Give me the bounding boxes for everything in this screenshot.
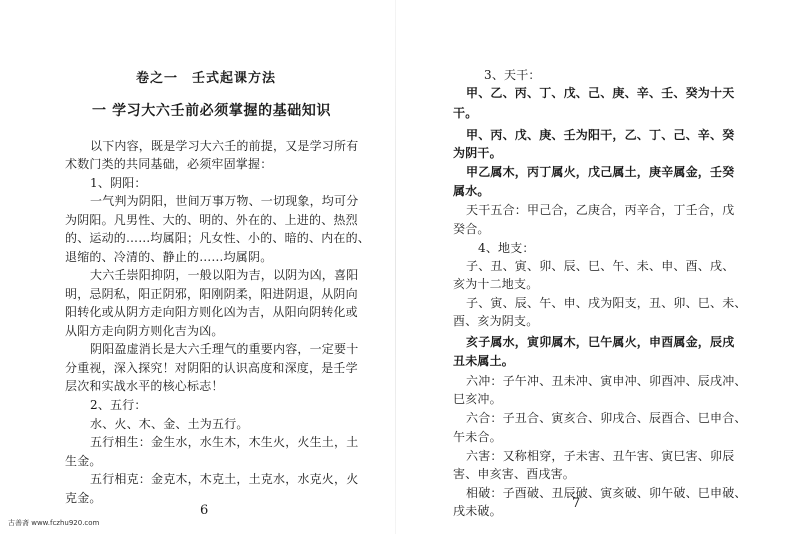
- paragraph-line: 一气判为阴阳，世间万事万物、一切现象，均可分: [90, 194, 359, 208]
- paragraph-line: 1、阴阳：: [90, 176, 147, 190]
- paragraph-line: 丑未属土。: [453, 354, 515, 368]
- paragraph-line: 甲、乙、丙、丁、戊、己、庚、辛、壬、癸为十天: [466, 86, 735, 100]
- paragraph-line: 巳亥冲。: [453, 392, 502, 406]
- paragraph-line: 分重视，深入探究！对阴阳的认识高度和深度，是壬学: [65, 361, 358, 375]
- paragraph-line: 2、五行：: [90, 398, 147, 412]
- paragraph-line: 亥子属水，寅卯属木，巳午属火，申酉属金，辰戌: [466, 335, 735, 349]
- watermark-text: 古善斋 www.fczhu920.com: [8, 519, 100, 527]
- paragraph-line: 甲、丙、戊、庚、壬为阳干，乙、丁、己、辛、癸: [466, 128, 735, 142]
- paragraph-line: 五行相克：金克木，木克土，土克水，水克火，火: [90, 472, 359, 486]
- paragraph-line: 六冲：子午冲、丑未冲、寅申冲、卯酉冲、辰戌冲、: [466, 374, 747, 388]
- chapter-title: 卷之一 壬式起课方法: [136, 71, 277, 86]
- paragraph-line: 为阴阳。凡男性、大的、明的、外在的、上进的、热烈: [65, 213, 358, 227]
- paragraph-line: 明，忌阴私，阳正阴邪，阳刚阴柔，阳进阴退，从阴向: [65, 287, 358, 301]
- paragraph-line: 以下内容，既是学习大六壬的前提，又是学习所有: [90, 139, 359, 153]
- paragraph-line: 六合：子丑合、寅亥合、卯戌合、辰酉合、巳申合、: [466, 411, 747, 425]
- paragraph-line: 生金。: [65, 454, 102, 468]
- page-number: 7: [572, 496, 581, 511]
- paragraph-line: 干。: [453, 106, 478, 120]
- paragraph-line: 的、运动的……均属阳；凡女性、小的、暗的、内在的、: [65, 231, 371, 245]
- paragraph-line: 层次和实战水平的核心标志！: [65, 379, 224, 393]
- paragraph-line: 子、丑、寅、卯、辰、巳、午、未、申、酉、戌、: [466, 259, 735, 273]
- paragraph-line: 甲乙属木，丙丁属火，戊己属土，庚辛属金，壬癸: [466, 165, 735, 179]
- paragraph-line: 阴阳盈虚消长是大六壬理气的重要内容，一定要十: [90, 342, 359, 356]
- paragraph-line: 大六壬崇阳抑阴，一般以阳为吉，以阴为凶，喜阳: [90, 268, 359, 282]
- paragraph-line: 亥为十二地支。: [453, 277, 539, 291]
- section-title: 一 学习大六壬前必须掌握的基础知识: [92, 103, 332, 119]
- page-number: 6: [200, 503, 209, 518]
- paragraph-line: 属水。: [453, 184, 490, 198]
- paragraph-line: 五行相生：金生水，水生木，木生火，火生土，土: [90, 435, 359, 449]
- paragraph-line: 害、申亥害、酉戌害。: [453, 467, 576, 481]
- paragraph-line: 戌未破。: [453, 504, 502, 518]
- paragraph-line: 水、火、木、金、土为五行。: [90, 417, 249, 431]
- paragraph-line: 4、地支：: [478, 241, 535, 255]
- right-page: [396, 0, 793, 534]
- paragraph-line: 3、天干：: [484, 68, 541, 82]
- paragraph-line: 癸合。: [453, 222, 490, 236]
- paragraph-line: 阳转化或从阴方走向阳方则化凶为吉，从阳向阴转化或: [65, 305, 358, 319]
- paragraph-line: 相破：子酉破、丑辰破、寅亥破、卯午破、巳申破、: [466, 486, 747, 500]
- paragraph-line: 从阳方走向阴方则化吉为凶。: [65, 324, 224, 338]
- left-page: [0, 0, 396, 534]
- paragraph-line: 为阴干。: [453, 146, 502, 160]
- paragraph-line: 天干五合：甲己合，乙庚合，丙辛合，丁壬合，戊: [466, 203, 735, 217]
- paragraph-line: 午未合。: [453, 430, 502, 444]
- paragraph-line: 酉、亥为阴支。: [453, 314, 539, 328]
- paragraph-line: 克金。: [65, 491, 102, 505]
- paragraph-line: 六害：又称相穿，子未害、丑午害、寅巳害、卯辰: [466, 449, 735, 463]
- paragraph-line: 子、寅、辰、午、申、戌为阳支，丑、卯、巳、未、: [466, 296, 747, 310]
- paragraph-line: 术数门类的共同基础，必须牢固掌握：: [65, 157, 273, 171]
- paragraph-line: 退缩的、冷清的、静止的……均属阴。: [65, 250, 273, 264]
